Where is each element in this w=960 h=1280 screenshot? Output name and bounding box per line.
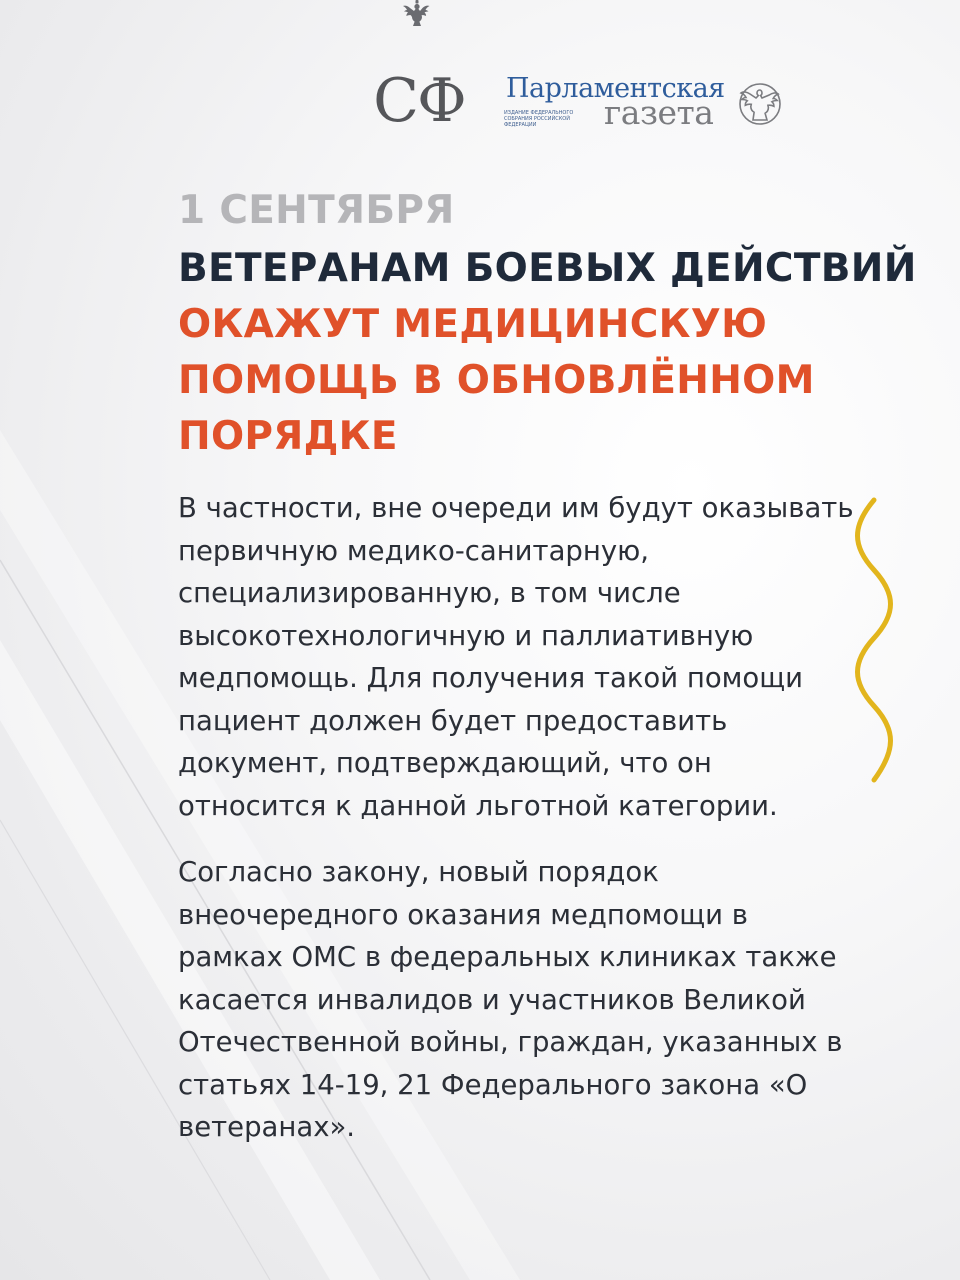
gazette-subtitle: газета — [604, 93, 714, 132]
parliament-gazette-logo — [500, 74, 790, 136]
headline-title: ВЕТЕРАНАМ БОЕВЫХ ДЕЙСТВИЙ — [178, 246, 917, 291]
body-paragraph-2: Согласно закону, новый порядок внеочередного оказания медпомощи в рамках ОМС в федеральных клиниках также касается инвалидов и участников Великой Отечественной войны, граждан, указанных в статьях 14-19, 21 Федерального закона «О ветеранах». — [178, 856, 843, 1143]
eagle-icon — [402, 0, 432, 28]
eagle-icon — [736, 78, 784, 130]
headline-date: 1 СЕНТЯБРЯ — [178, 188, 455, 233]
wave-decoration-icon — [852, 496, 896, 784]
headline-subtitle: ОКАЖУТ МЕДИЦИНСКУЮ ПОМОЩЬ В ОБНОВЛЁННОМ ПОРЯДКЕ — [178, 302, 815, 459]
sf-logo — [364, 44, 474, 134]
gazette-title: Парламентская — [506, 73, 725, 104]
body-paragraph-1: В частности, вне очереди им будут оказывать первичную медико-санитарную, специализированную, в том числе высокотехнологичную и паллиативную медпомощь. Для получения такой помощи пациент должен будет предоставить документ, подтверждающий, что он относится к данной льготной категории. — [178, 492, 854, 822]
gazette-tagline: ИЗДАНИЕ ФЕДЕРАЛЬНОГО СОБРАНИЯ РОССИЙСКОЙ ФЕДЕРАЦИИ — [504, 110, 574, 128]
sf-logo-text: СФ — [373, 66, 465, 136]
